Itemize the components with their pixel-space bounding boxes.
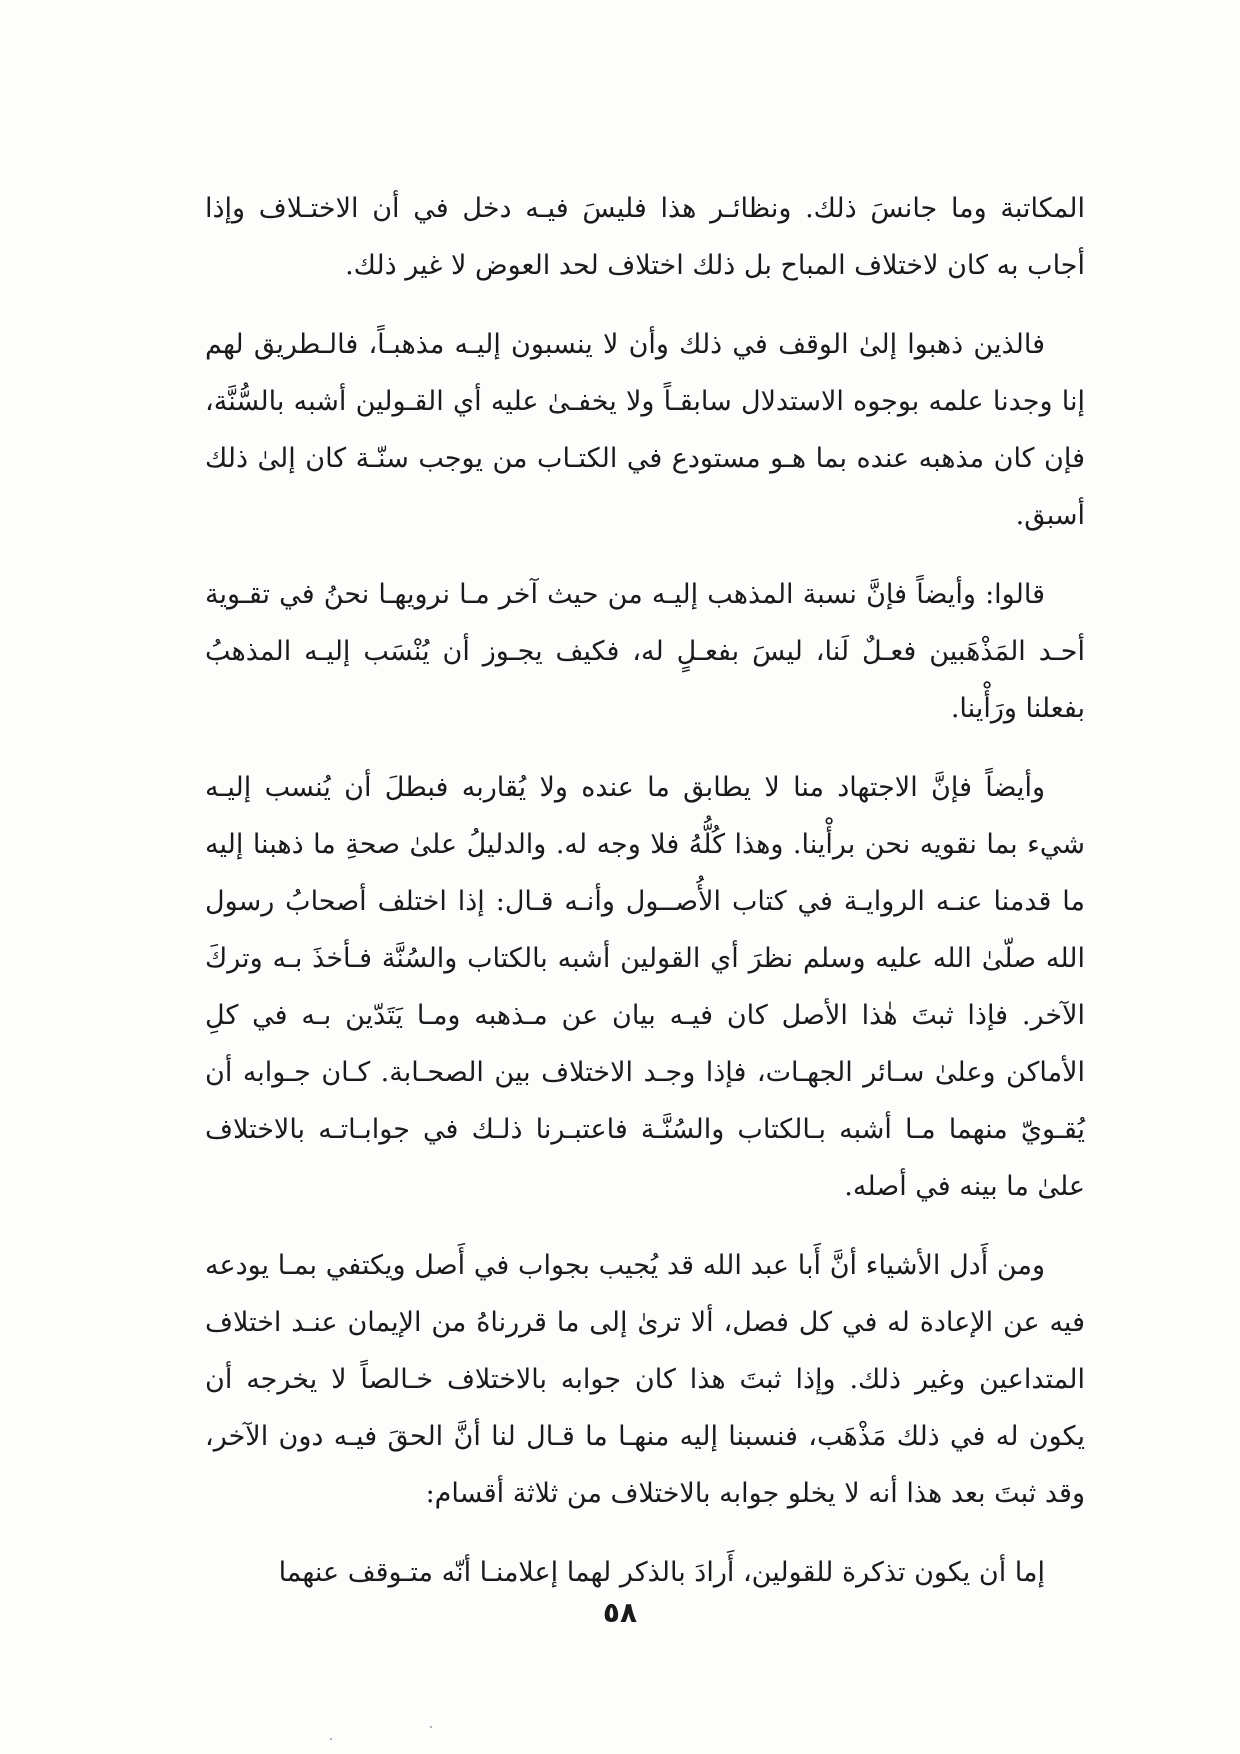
paragraph-1: المكاتبة وما جانسَ ذلك. ونظائـر هذا فليسَ فيـه دخل في أن الاختـلاف وإذا أجاب به كان لاختلاف المباح بل ذلك اختلاف لحد العوض لا غير ذلك. [205, 193, 1085, 281]
scan-speck [330, 1738, 332, 1740]
paragraph-5: ومن أَدل الأشياء أنَّ أَبا عبد الله قد يُجيب بجواب في أَصل ويكتفي بمـا يودعه فيه عن الإعادة له في كل فصل، ألا ترىٰ إلى ما قررناهُ من الإيمان عنـد اختلاف المتداعين وغير ذلك. وإذا ثبتَ هذا كان جوابه بالاختلاف خـالصاً لا يخرجه أن يكون له في ذلك مَذْهَب، فنسبنا إليه منهـا ما قـال لنا أنَّ الحقَ فيـه دون الآخر، وقد ثبتَ بعد هذا أنه لا يخلو جوابه بالاختلاف من ثلاثة أقسام: [205, 1250, 1085, 1509]
paragraph-3: قالوا: وأيضاً فإنَّ نسبة المذهب إليـه من حيث آخر مـا نرويهـا نحنُ في تقـوية أحـد المَذْهَبين فعـلٌ لَنا، ليسَ بفعـلٍ له، فكيف يجـوز أن يُنْسَب إليـه المذهبُ بفعلنا ورَأْينا. [205, 579, 1085, 724]
scan-speck [430, 1726, 432, 1728]
paragraph-2: فالذين ذهبوا إلىٰ الوقف في ذلك وأن لا ينسبون إليـه مذهبـاً، فالـطريق لهم إنا وجدنا علمه بوجوه الاستدلال سابقـاً ولا يخفـىٰ عليه أي القـولين أشبه بالسُّنَّة، فإن كان مذهبه عنده بما هـو مستودع في الكتـاب من يوجب سنّـة كان إلىٰ ذلك أسبق. [205, 329, 1085, 531]
main-text [205, 180, 1085, 1623]
paragraph-4: وأيضاً فإنَّ الاجتهاد منا لا يطابق ما عنده ولا يُقاربه فبطلَ أن يُنسب إليـه شيء بما نقويه نحن برأْينا. وهذا كُلُّهُ فلا وجه له. والدليلُ علىٰ صحةِ ما ذهبنا إليه ما قدمنا عنـه الروايـة في كتاب الأُصــول وأنـه قـال: إذا اختلف أصحابُ رسول الله صلّىٰ الله عليه وسلم نظرَ أي القولين أشبه بالكتاب والسُنَّة فـأخذَ بـه وتركَ الآخر. فإذا ثبتَ هٰذا الأصل كان فيـه بيان عن مـذهبه ومـا يَتَدّين بـه في كلِ الأماكن وعلىٰ سـائر الجهـات، فإذا وجـد الاختلاف بين الصحـابة. كـان جـوابه أن يُقـويّ منهما مـا أشبه بـالكتاب والسُنَّـة فاعتبـرنا ذلـك في جوابـاتـه بالاختلاف علىٰ ما بينه في أصله. [205, 772, 1085, 1202]
page-number: ٥٨ [602, 1596, 638, 1629]
paragraph-6: إما أن يكون تذكرة للقولين، أَرادَ بالذكر لهما إعلامنـا أنّه متـوقف عنهما [278, 1557, 1045, 1588]
